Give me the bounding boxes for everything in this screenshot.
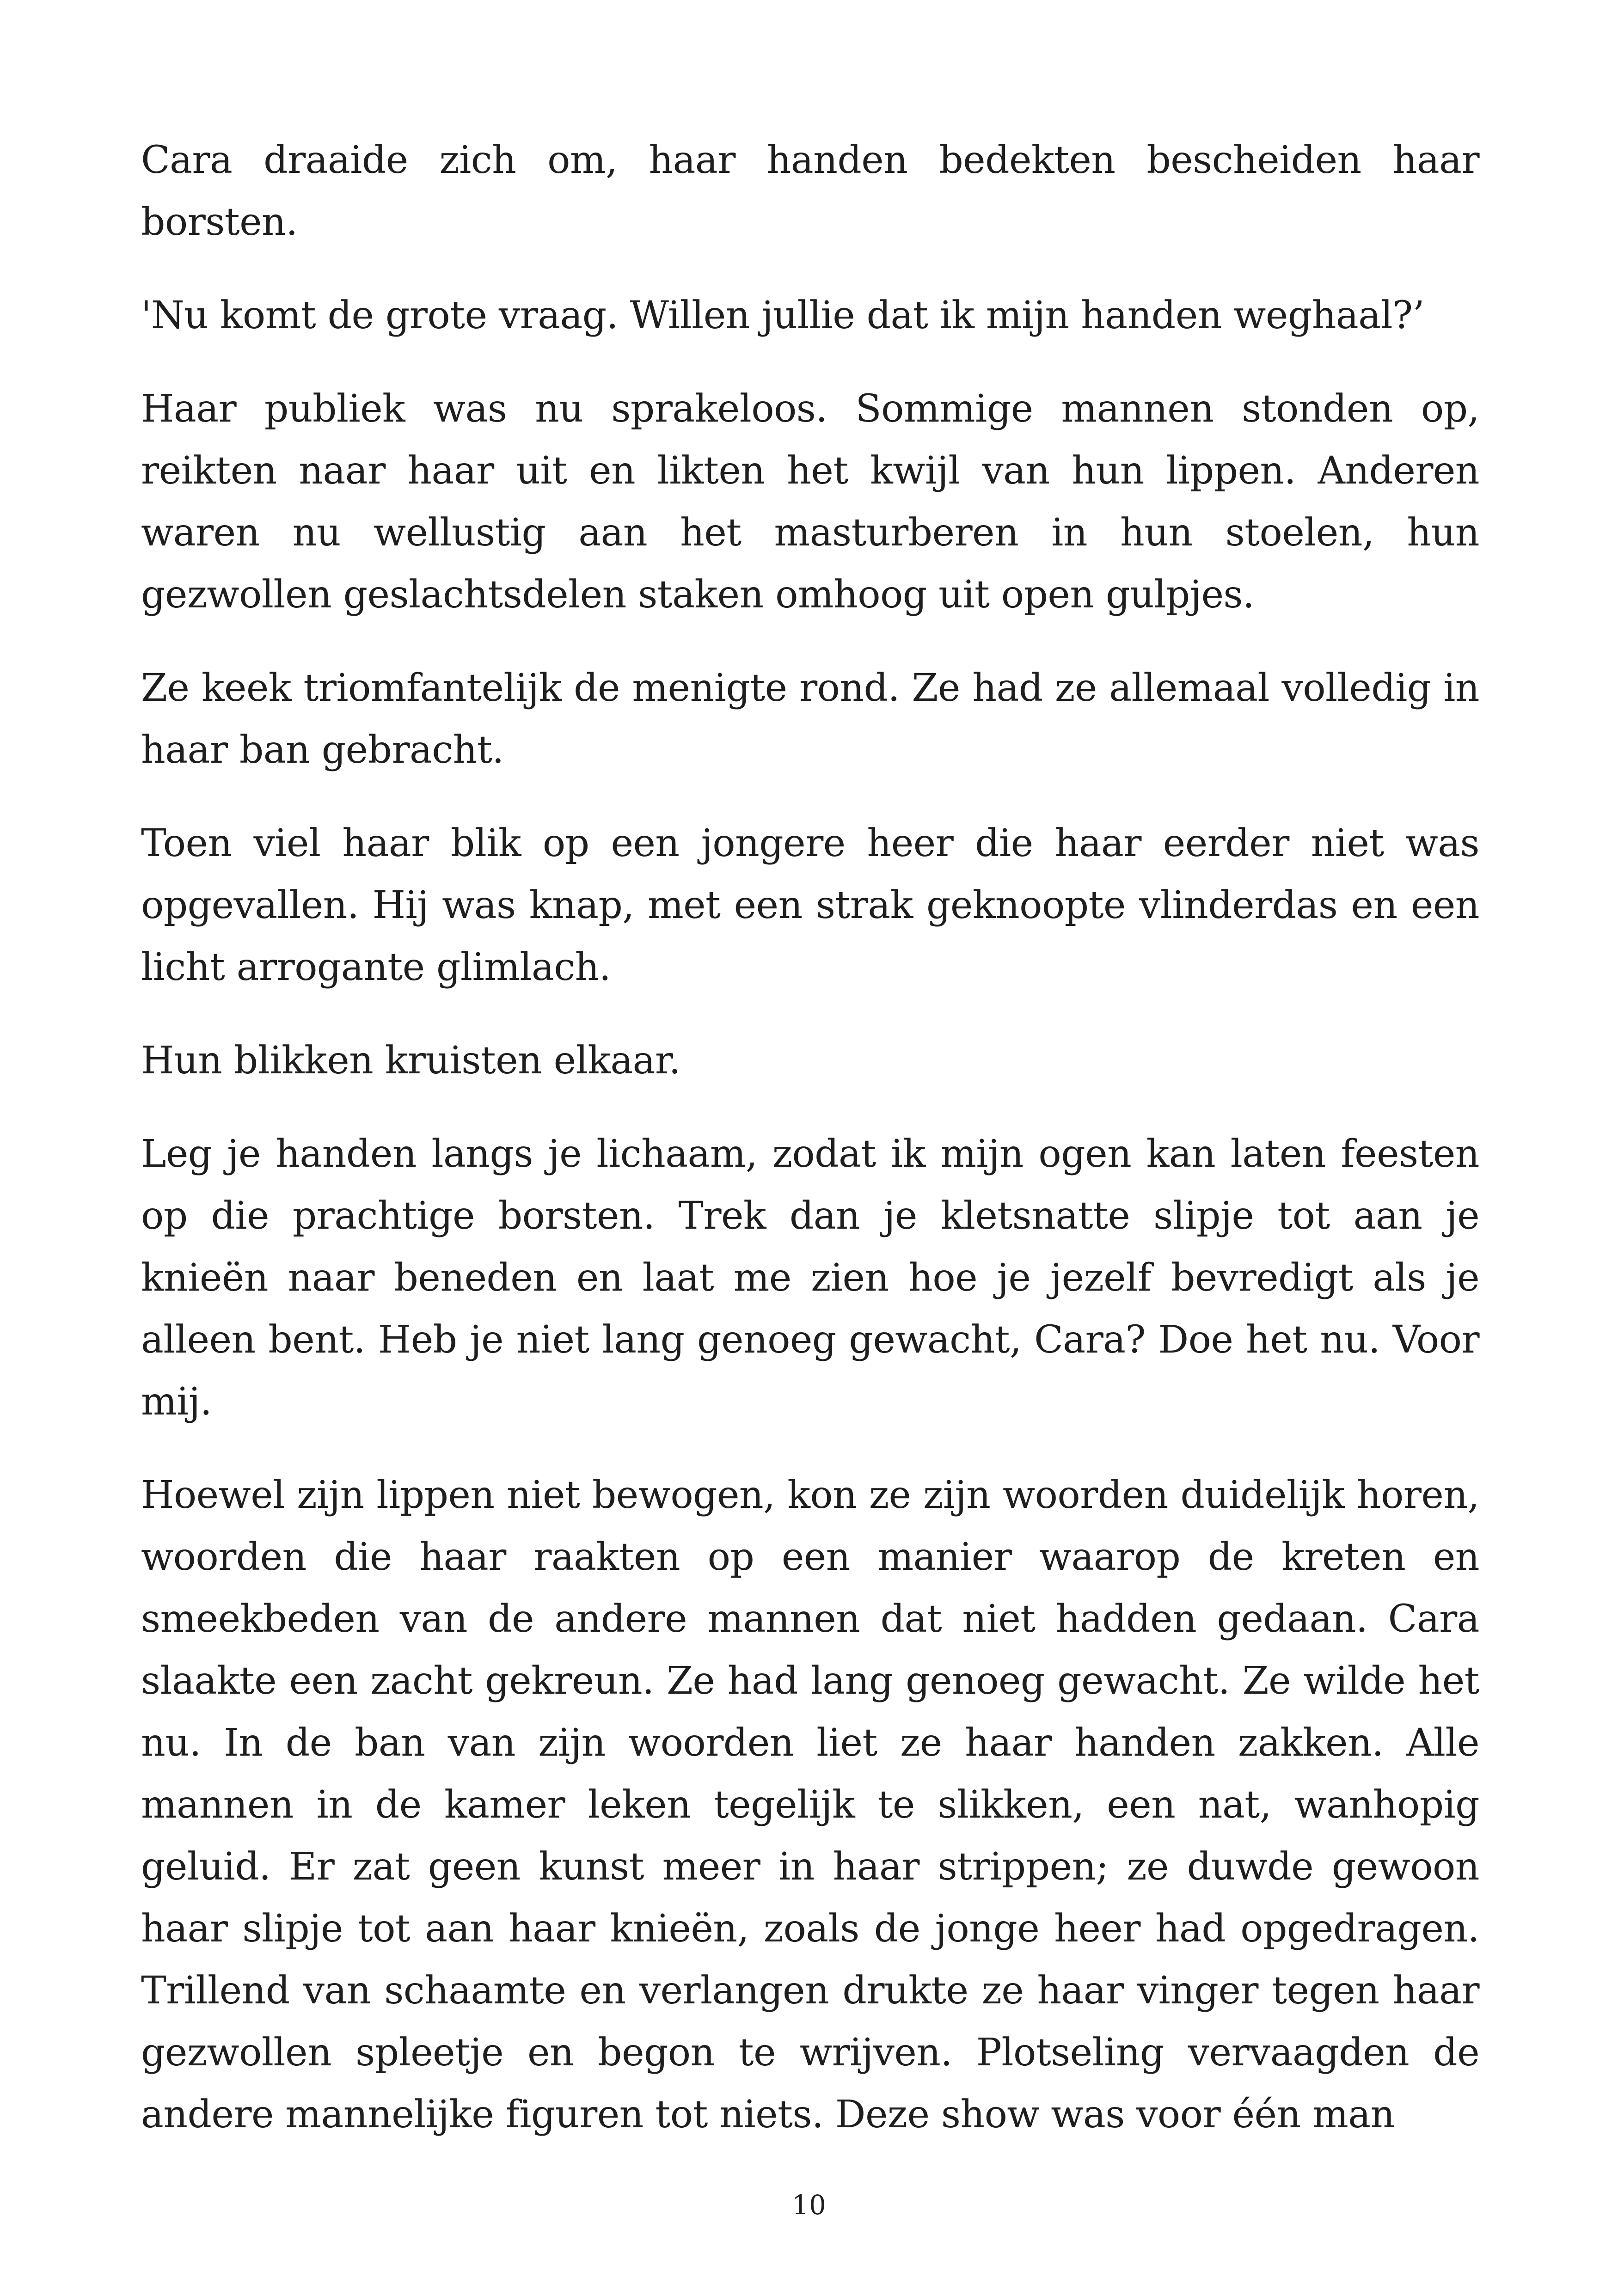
- paragraph-6: Hun blikken kruisten elkaar.: [141, 1039, 680, 1083]
- paragraph-8: Hoewel zijn lippen niet bewogen, kon ze zijn woorden duidelijk horen, woorden die haar raakten op een manier waarop de kreten en smeekbeden van de andere mannen dat niet hadden gedaan. Cara slaakte een zacht gekreun. Ze had lang genoeg gewacht. Ze wilde het nu. In de ban van zijn woorden liet ze haar handen zakken. Alle mannen in de kamer leken tegelijk te slikken, een nat, wanhopig geluid. Er zat geen kunst meer in haar strippen; ze duwde gewoon haar slipje tot aan haar knieën, zoals de jonge heer had opgedragen. Trillend van schaamte en verlangen drukte ze haar vinger tegen haar gezwollen spleetje en begon te wrijven. Plotseling vervaagden de andere mannelijke figuren tot niets. Deze show was voor één man: [141, 1473, 1479, 2137]
- body-text: [141, 129, 1479, 2177]
- paragraph-4: Ze keek triomfantelijk de menigte rond. Ze had ze allemaal volledig in haar ban gebracht.: [141, 666, 1479, 772]
- paragraph-3: Haar publiek was nu sprakeloos. Sommige mannen stonden op, reikten naar haar uit en likten het kwijl van hun lippen. Anderen waren nu wellustig aan het masturberen in hun stoelen, hun gezwollen geslachtsdelen staken omhoog uit open gulpjes.: [141, 387, 1479, 617]
- paragraph-5: Toen viel haar blik op een jongere heer die haar eerder niet was opgevallen. Hij was knap, met een strak geknoopte vlinderdas en een licht arrogante glimlach.: [141, 821, 1479, 989]
- paragraph-2: 'Nu komt de grote vraag. Willen jullie dat ik mijn handen weghaal?’: [141, 294, 1424, 337]
- paragraph-1: Cara draaide zich om, haar handen bedekten bescheiden haar borsten.: [141, 138, 1479, 244]
- paragraph-7: Leg je handen langs je lichaam, zodat ik mijn ogen kan laten feesten op die prachtige borsten. Trek dan je kletsnatte slipje tot aan je knieën naar beneden en laat me zien hoe je jezelf bevredigt als je alleen bent. Heb je niet lang genoeg gewacht, Cara? Doe het nu. Voor mij.: [141, 1132, 1479, 1424]
- page-number: 10: [792, 2189, 826, 2221]
